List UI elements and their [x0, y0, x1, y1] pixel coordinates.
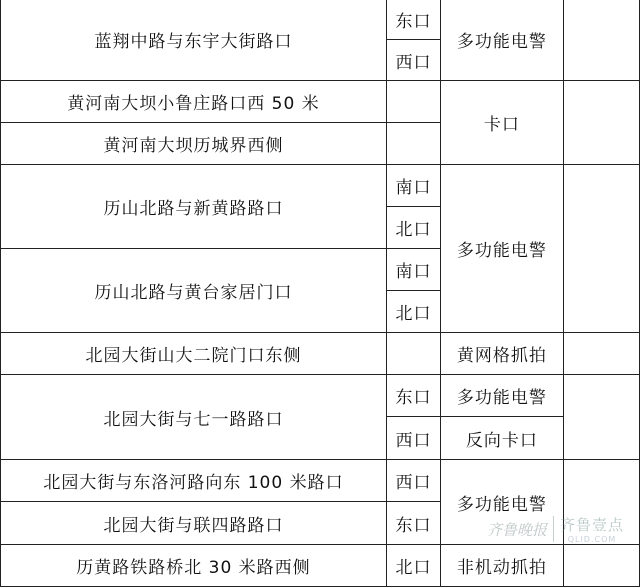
location-cell: 北园大街与七一路路口 [1, 375, 387, 460]
direction-cell: 南口 [386, 165, 440, 207]
direction-cell: 北口 [386, 207, 440, 249]
location-cell: 历黄路铁路桥北 30 米路西侧 [1, 545, 387, 587]
function-cell: 黄网格抓拍 [441, 333, 563, 375]
function-cell: 多功能电警 [441, 165, 563, 333]
function-cell: 反向卡口 [441, 417, 563, 460]
location-cell: 黄河南大坝小鲁庄路口西 50 米 [1, 81, 387, 123]
publisher-watermark [487, 514, 624, 544]
blank-cell [563, 0, 639, 81]
blank-cell [563, 165, 639, 333]
direction-cell: 东口 [386, 0, 440, 40]
location-cell: 历山北路与黄台家居门口 [1, 249, 387, 333]
watermark-brand-name: 齐鲁壹点 [559, 516, 624, 534]
direction-cell [386, 81, 440, 123]
function-cell: 多功能电警 [441, 375, 563, 417]
direction-cell: 北口 [386, 291, 440, 333]
location-cell: 黄河南大坝历城界西侧 [1, 123, 387, 165]
function-cell: 多功能电警 [441, 0, 563, 81]
direction-cell: 东口 [386, 502, 440, 545]
blank-cell [563, 375, 639, 460]
table-row [1, 333, 640, 375]
blank-cell [563, 81, 639, 165]
table-row [1, 545, 640, 587]
direction-cell: 北口 [386, 545, 440, 587]
watermark-brand [560, 514, 624, 544]
function-cell: 非机动抓拍 [441, 545, 563, 587]
location-cell: 北园大街山大二院门口东侧 [1, 333, 387, 375]
blank-cell [563, 333, 639, 375]
location-cell: 历山北路与新黄路路口 [1, 165, 387, 249]
location-cell: 蓝翔中路与东宇大街路口 [1, 0, 387, 81]
direction-cell: 南口 [386, 249, 440, 291]
table-row [1, 165, 640, 207]
table-row [1, 81, 640, 123]
direction-cell: 东口 [386, 375, 440, 417]
direction-cell: 西口 [386, 417, 440, 460]
direction-cell [386, 123, 440, 165]
table-row [1, 0, 640, 40]
direction-cell: 西口 [386, 40, 440, 81]
table-row [1, 460, 640, 502]
direction-cell [386, 333, 440, 375]
blank-cell [563, 545, 639, 587]
watermark-newspaper-name: 齐鲁晚报 [486, 520, 547, 539]
location-cell: 北园大街与联四路路口 [1, 502, 387, 545]
function-cell: 卡口 [441, 81, 563, 165]
watermark-divider [553, 516, 554, 542]
location-cell: 北园大街与东洛河路向东 100 米路口 [1, 460, 387, 502]
table-row [1, 375, 640, 417]
direction-cell: 西口 [386, 460, 440, 502]
function-cell: 多功能电警 [441, 460, 563, 545]
watermark-brand-url: QLID.COM [567, 535, 617, 544]
